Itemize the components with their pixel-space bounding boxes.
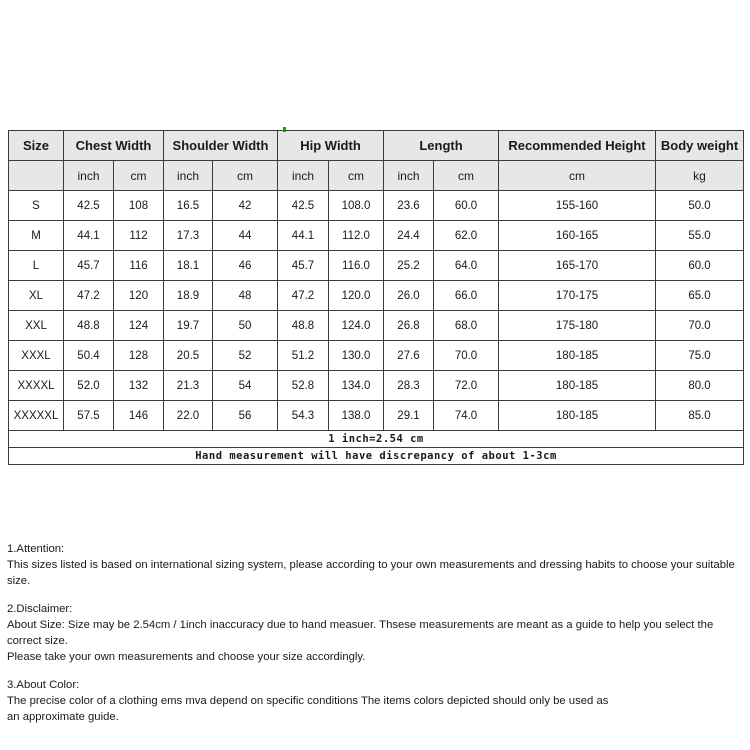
measurement-cell: 19.7 — [164, 311, 213, 341]
measurement-cell: 21.3 — [164, 371, 213, 401]
measurement-cell: 54 — [213, 371, 278, 401]
measurement-cell: 62.0 — [434, 221, 499, 251]
note-line: This sizes listed is based on international sizing system, please according to your own measurements and dressing habits to choose your suitable size. — [7, 559, 735, 587]
note-about-color — [7, 677, 747, 725]
unit-cell-cm: cm — [329, 161, 384, 191]
measurement-cell: 45.7 — [64, 251, 114, 281]
measurement-cell: 48.8 — [64, 311, 114, 341]
size-label-cell: XXL — [9, 311, 64, 341]
measurement-cell: 112 — [114, 221, 164, 251]
measurement-cell: 132 — [114, 371, 164, 401]
footnote-measurement-discrepancy: Hand measurement will have discrepancy of about 1-3cm — [9, 448, 744, 465]
note-disclaimer — [7, 601, 747, 665]
measurement-cell: 26.0 — [384, 281, 434, 311]
measurement-cell: 54.3 — [278, 401, 329, 431]
footnote-inch-conversion: 1 inch=2.54 cm — [9, 431, 744, 448]
unit-cell-kg: kg — [656, 161, 744, 191]
measurement-cell: 44.1 — [278, 221, 329, 251]
measurement-cell: 138.0 — [329, 401, 384, 431]
measurement-cell: 48.8 — [278, 311, 329, 341]
measurement-cell: 42.5 — [278, 191, 329, 221]
measurement-cell: 128 — [114, 341, 164, 371]
unit-cell-cm: cm — [434, 161, 499, 191]
measurement-cell: 48 — [213, 281, 278, 311]
size-row-l — [9, 251, 744, 281]
measurement-cell: 56 — [213, 401, 278, 431]
measurement-cell: 72.0 — [434, 371, 499, 401]
measurement-cell: 124.0 — [329, 311, 384, 341]
size-row-xxl — [9, 311, 744, 341]
measurement-cell: 124 — [114, 311, 164, 341]
measurement-cell: 175-180 — [499, 311, 656, 341]
col-header-length: Length — [384, 131, 499, 161]
unit-row — [9, 161, 744, 191]
col-header-recommended-height: Recommended Height — [499, 131, 656, 161]
measurement-cell: 20.5 — [164, 341, 213, 371]
measurement-cell: 18.1 — [164, 251, 213, 281]
measurement-cell: 52 — [213, 341, 278, 371]
size-label-cell: XL — [9, 281, 64, 311]
col-header-chest-width: Chest Width — [64, 131, 164, 161]
size-row-xl — [9, 281, 744, 311]
measurement-cell: 50 — [213, 311, 278, 341]
measurement-cell: 52.0 — [64, 371, 114, 401]
measurement-cell: 130.0 — [329, 341, 384, 371]
measurement-cell: 134.0 — [329, 371, 384, 401]
unit-cell-cm: cm — [213, 161, 278, 191]
measurement-cell: 64.0 — [434, 251, 499, 281]
measurement-cell: 180-185 — [499, 371, 656, 401]
size-label-cell: XXXXXL — [9, 401, 64, 431]
col-header-hip-width: Hip Width — [278, 131, 384, 161]
col-header-body-weight: Body weight — [656, 131, 744, 161]
col-header-size: Size — [9, 131, 64, 161]
measurement-cell: 66.0 — [434, 281, 499, 311]
note-title: 1.Attention: — [7, 543, 65, 555]
measurement-cell: 116 — [114, 251, 164, 281]
note-title: 2.Disclaimer: — [7, 603, 73, 615]
measurement-cell: 170-175 — [499, 281, 656, 311]
measurement-cell: 52.8 — [278, 371, 329, 401]
measurement-cell: 60.0 — [434, 191, 499, 221]
header-row — [9, 131, 744, 161]
measurement-cell: 29.1 — [384, 401, 434, 431]
measurement-cell: 65.0 — [656, 281, 744, 311]
measurement-cell: 47.2 — [64, 281, 114, 311]
unit-cell-inch: inch — [64, 161, 114, 191]
note-title: 3.About Color: — [7, 679, 80, 691]
note-line: Please take your own measurements and choose your size accordingly. — [7, 651, 366, 663]
unit-cell-cm: cm — [114, 161, 164, 191]
measurement-cell: 75.0 — [656, 341, 744, 371]
measurement-cell: 70.0 — [656, 311, 744, 341]
measurement-cell: 26.8 — [384, 311, 434, 341]
measurement-cell: 180-185 — [499, 401, 656, 431]
size-label-cell: L — [9, 251, 64, 281]
footnote-row — [9, 448, 744, 465]
size-row-xxxxl — [9, 371, 744, 401]
size-row-s — [9, 191, 744, 221]
measurement-cell: 85.0 — [656, 401, 744, 431]
size-chart-table — [8, 130, 744, 465]
footnote-row — [9, 431, 744, 448]
note-attention — [7, 541, 747, 589]
size-label-cell: XXXL — [9, 341, 64, 371]
unit-cell-inch: inch — [164, 161, 213, 191]
notes-section — [7, 541, 747, 737]
measurement-cell: 25.2 — [384, 251, 434, 281]
measurement-cell: 74.0 — [434, 401, 499, 431]
measurement-cell: 70.0 — [434, 341, 499, 371]
measurement-cell: 42 — [213, 191, 278, 221]
measurement-cell: 23.6 — [384, 191, 434, 221]
measurement-cell: 27.6 — [384, 341, 434, 371]
measurement-cell: 55.0 — [656, 221, 744, 251]
measurement-cell: 80.0 — [656, 371, 744, 401]
size-label-cell: XXXXL — [9, 371, 64, 401]
unit-cell-inch: inch — [278, 161, 329, 191]
measurement-cell: 60.0 — [656, 251, 744, 281]
measurement-cell: 22.0 — [164, 401, 213, 431]
measurement-cell: 28.3 — [384, 371, 434, 401]
green-marker — [283, 127, 286, 132]
measurement-cell: 50.0 — [656, 191, 744, 221]
measurement-cell: 108 — [114, 191, 164, 221]
size-row-xxxxxl — [9, 401, 744, 431]
measurement-cell: 16.5 — [164, 191, 213, 221]
size-chart-table-wrap — [8, 130, 743, 465]
measurement-cell: 108.0 — [329, 191, 384, 221]
measurement-cell: 160-165 — [499, 221, 656, 251]
measurement-cell: 165-170 — [499, 251, 656, 281]
measurement-cell: 57.5 — [64, 401, 114, 431]
measurement-cell: 44.1 — [64, 221, 114, 251]
measurement-cell: 50.4 — [64, 341, 114, 371]
measurement-cell: 120 — [114, 281, 164, 311]
measurement-cell: 146 — [114, 401, 164, 431]
measurement-cell: 42.5 — [64, 191, 114, 221]
measurement-cell: 18.9 — [164, 281, 213, 311]
measurement-cell: 45.7 — [278, 251, 329, 281]
size-row-m — [9, 221, 744, 251]
note-line: an approximate guide. — [7, 711, 119, 723]
measurement-cell: 116.0 — [329, 251, 384, 281]
measurement-cell: 46 — [213, 251, 278, 281]
measurement-cell: 120.0 — [329, 281, 384, 311]
note-line: The precise color of a clothing ems mva depend on specific conditions The items colors depicted should only be used as — [7, 695, 609, 707]
measurement-cell: 180-185 — [499, 341, 656, 371]
measurement-cell: 68.0 — [434, 311, 499, 341]
col-header-shoulder-width: Shoulder Width — [164, 131, 278, 161]
measurement-cell: 47.2 — [278, 281, 329, 311]
measurement-cell: 112.0 — [329, 221, 384, 251]
size-label-cell: M — [9, 221, 64, 251]
unit-cell-empty — [9, 161, 64, 191]
measurement-cell: 17.3 — [164, 221, 213, 251]
measurement-cell: 24.4 — [384, 221, 434, 251]
size-label-cell: S — [9, 191, 64, 221]
note-line: About Size: Size may be 2.54cm / 1inch inaccuracy due to hand measuer. Thsese measurements are meant as a guide to help you select the correct size. — [7, 619, 714, 647]
measurement-cell: 51.2 — [278, 341, 329, 371]
measurement-cell: 155-160 — [499, 191, 656, 221]
unit-cell-inch: inch — [384, 161, 434, 191]
unit-cell-cm: cm — [499, 161, 656, 191]
size-row-xxxl — [9, 341, 744, 371]
measurement-cell: 44 — [213, 221, 278, 251]
